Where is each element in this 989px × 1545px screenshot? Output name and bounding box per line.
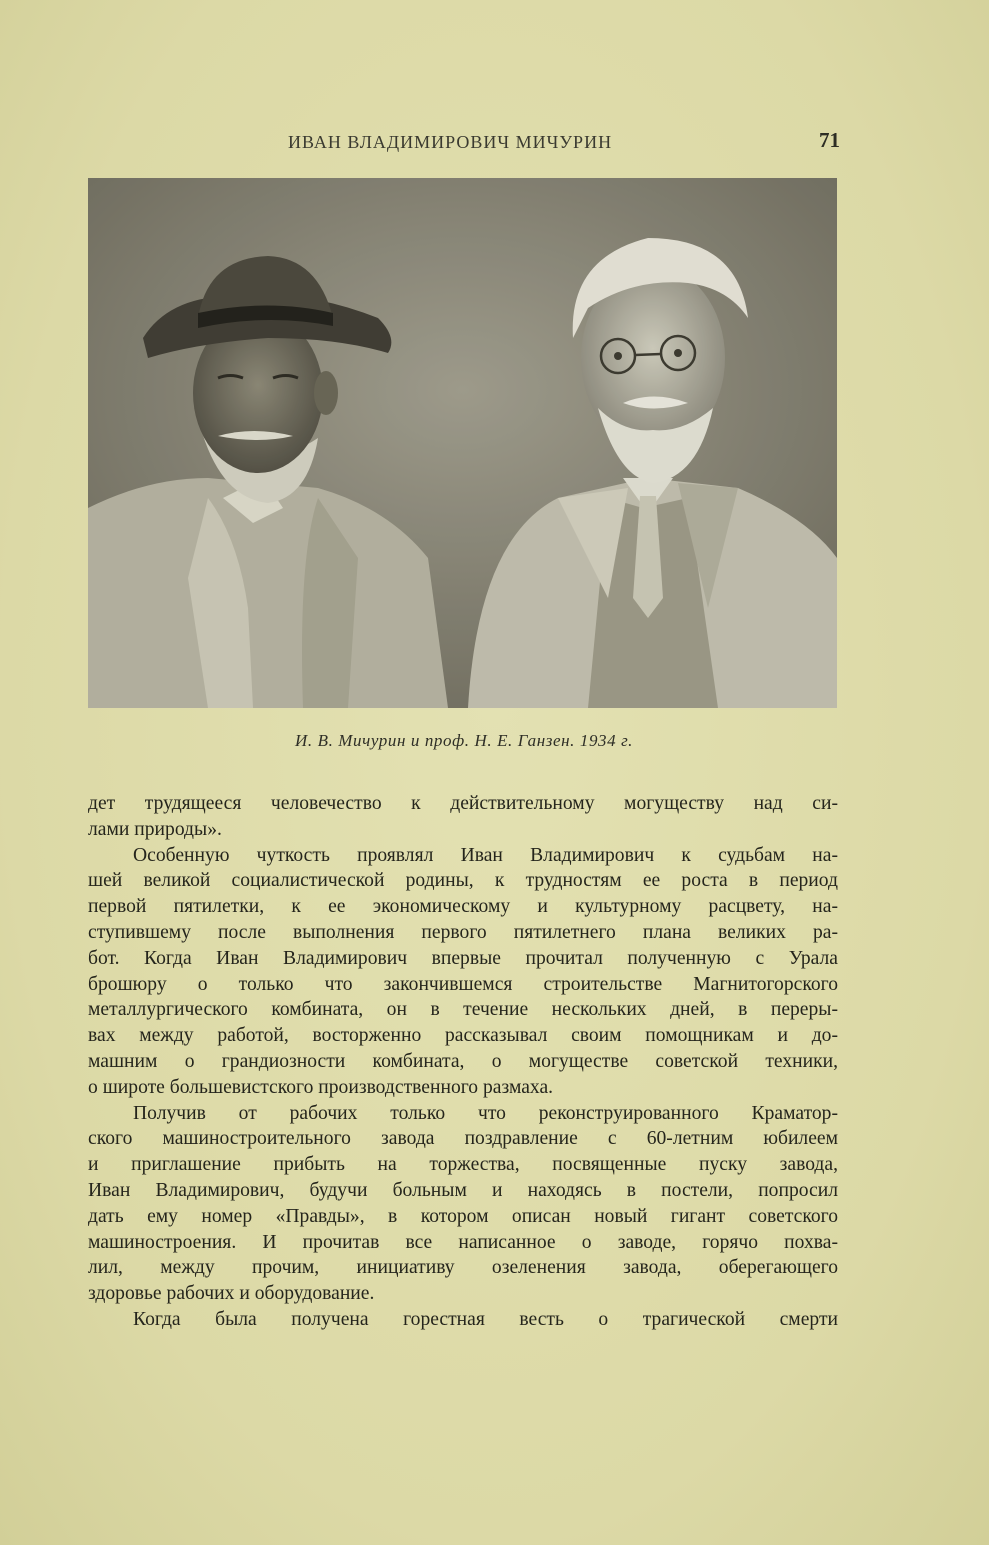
text-line: брошюру о только что закончившемся строительстве Магнитогорского — [88, 973, 838, 995]
portrait-photo — [88, 178, 837, 708]
text-line: и приглашение прибыть на торжества, посвященные пуску завода, — [88, 1154, 838, 1176]
running-title: ИВАН ВЛАДИМИРОВИЧ МИЧУРИН — [288, 132, 613, 152]
text-line: дать ему номер «Правды», в котором описан новый гигант советского — [88, 1205, 838, 1227]
text-line: Когда была получена горестная весть о трагической смерти — [133, 1308, 838, 1330]
text-line: Иван Владимирович, будучи больным и находясь в постели, попросил — [88, 1179, 838, 1201]
text-line: машиностроения. И прочитав все написанное о заводе, горячо похва- — [88, 1231, 838, 1253]
text-line: шей великой социалистической родины, к трудностям ее роста в период — [88, 870, 838, 892]
text-line: Получив от рабочих только что реконструированного Краматор- — [133, 1102, 838, 1124]
text-line: дет трудящееся человечество к действительному могуществу над си- — [88, 793, 838, 814]
text-line: ступившему после выполнения первого пятилетнего плана великих ра- — [88, 921, 838, 943]
text-line: металлургического комбината, он в течение нескольких дней, в переры- — [88, 999, 838, 1021]
text-line: здоровье рабочих и оборудование. — [88, 1283, 375, 1305]
text-line: лами природы». — [88, 818, 222, 840]
page-number: 71 — [819, 128, 840, 152]
body-text — [88, 791, 838, 1333]
text-line: вах между работой, восторженно рассказывал своим помощникам и до- — [88, 1025, 838, 1047]
text-line: о широте большевистского производственного размаха. — [88, 1076, 554, 1098]
text-line: машним о грандиозности комбината, о могуществе советской техники, — [88, 1050, 838, 1072]
text-line: первой пятилетки, к ее экономическому и культурному расцвету, на- — [88, 896, 838, 918]
text-line: лил, между прочим, инициативу озеленения завода, оберегающего — [88, 1257, 838, 1279]
text-line: Особенную чуткость проявлял Иван Владимирович к судьбам на- — [133, 844, 838, 866]
text-line: ского машиностроительного завода поздравление с 60-летним юбилеем — [88, 1128, 838, 1150]
figure-caption: И. В. Мичурин и проф. Н. Е. Ганзен. 1934 г. — [295, 731, 633, 750]
running-head — [88, 128, 840, 158]
text-line: бот. Когда Иван Владимирович впервые прочитал полученную с Урала — [88, 947, 838, 969]
